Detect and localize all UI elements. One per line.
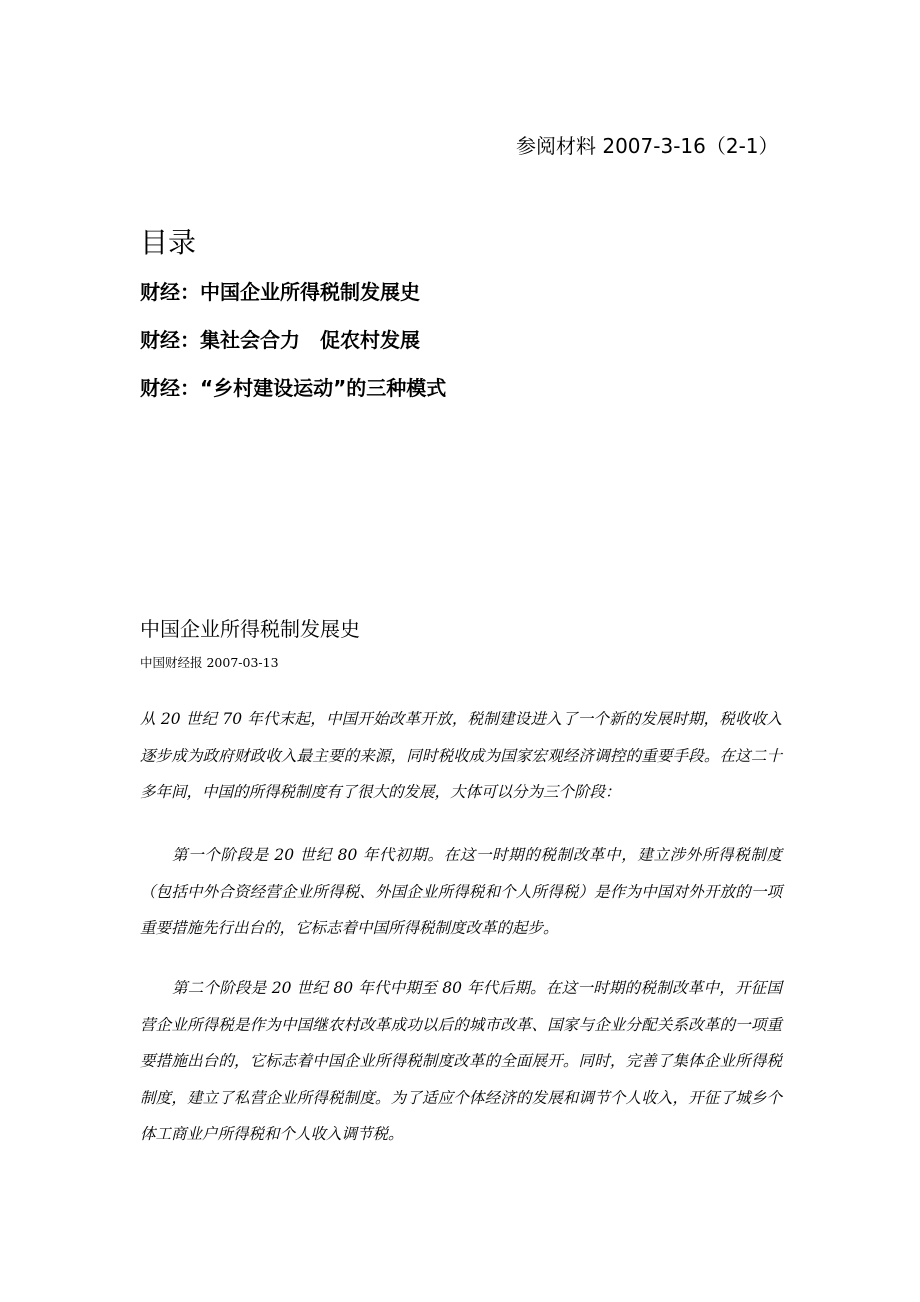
toc-item-rural-development[interactable]: 财经：集社会合力 促农村发展 — [140, 328, 420, 352]
reference-header: 参阅材料 2007-3-16（2-1） — [516, 134, 779, 158]
toc-item-tax-history[interactable]: 财经：中国企业所得税制发展史 — [140, 280, 420, 304]
toc-item-rural-construction-models[interactable]: 财经：“乡村建设运动”的三种模式 — [140, 376, 447, 400]
article-title: 中国企业所得税制发展史 — [140, 617, 360, 641]
toc-title: 目录 — [140, 226, 197, 259]
article-source: 中国财经报 2007-03-13 — [140, 655, 279, 670]
article-paragraph-stage-two: 第二个阶段是 20 世纪 80 年代中期至 80 年代后期。在这一时期的税制改革中，开征国营企业所得税是作为中国继农村改革成功以后的城市改革、国家与企业分配关系改革的一项重要措施出台的，它标志着中国企业所得税制度改革的全面展开。同时，完善了集体企业所得税制度，建立了私营企业所得税制度。为了适应个体经济的发展和调节个人收入，开征了城乡个体工商业户所得税和个人收入调节税。 — [140, 979, 782, 1143]
article-paragraph-intro: 从 20 世纪 70 年代末起，中国开始改革开放，税制建设进入了一个新的发展时期，税收收入逐步成为政府财政收入最主要的来源，同时税收成为国家宏观经济调控的重要手段。在这二十多年间，中国的所得税制度有了很大的发展，大体可以分为三个阶段： — [140, 710, 782, 801]
article-paragraph-stage-one: 第一个阶段是 20 世纪 80 年代初期。在这一时期的税制改革中，建立涉外所得税制度（包括中外合资经营企业所得税、外国企业所得税和个人所得税）是作为中国对外开放的一项重要措施先行出台的，它标志着中国所得税制度改革的起步。 — [140, 846, 782, 937]
